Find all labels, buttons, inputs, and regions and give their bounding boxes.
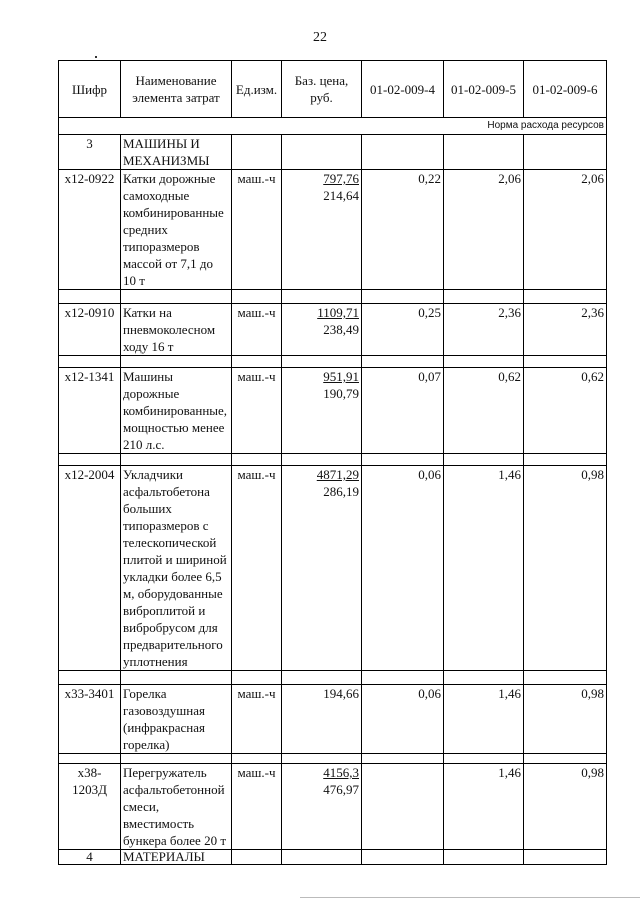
row-price (282, 466, 362, 671)
price-current: 1109,71 (317, 305, 359, 320)
price-base: 238,49 (323, 322, 359, 337)
empty-cell (524, 850, 607, 865)
row-gap (59, 671, 607, 685)
row-gap (59, 290, 607, 304)
row-v2: 1,46 (444, 764, 524, 850)
row-name: Горелка газовоздушная (инфракрасная горелка) (121, 685, 232, 754)
price-current: 951,91 (323, 369, 359, 384)
row-v3: 0,98 (524, 764, 607, 850)
row-name: Перегружатель асфальтобетонной смеси, вместимость бункера более 20 т (121, 764, 232, 850)
table-row (59, 685, 607, 754)
empty-cell (362, 135, 444, 170)
row-price (282, 170, 362, 290)
row-unit: маш.-ч (232, 368, 282, 454)
table-row (59, 368, 607, 454)
row-v2: 2,06 (444, 170, 524, 290)
row-v1: 0,25 (362, 304, 444, 356)
row-gap (59, 356, 607, 368)
row-unit: маш.-ч (232, 466, 282, 671)
price-base: 476,97 (323, 782, 359, 797)
row-code: х12-1341 (59, 368, 121, 454)
row-v3: 0,62 (524, 368, 607, 454)
row-price (282, 685, 362, 754)
cost-table (58, 60, 607, 865)
row-v1: 0,07 (362, 368, 444, 454)
row-gap (59, 754, 607, 764)
row-unit: маш.-ч (232, 764, 282, 850)
empty-cell (232, 135, 282, 170)
price-base: 214,64 (323, 188, 359, 203)
header-price: Баз. цена, руб. (282, 61, 362, 118)
empty-cell (282, 135, 362, 170)
section-3-title: МАШИНЫ И МЕХАНИЗМЫ (121, 135, 232, 170)
empty-cell (444, 850, 524, 865)
row-v2: 1,46 (444, 685, 524, 754)
row-v2: 2,36 (444, 304, 524, 356)
row-v3: 2,06 (524, 170, 607, 290)
section-4-title: МАТЕРИАЛЫ (121, 850, 232, 865)
section-4-code: 4 (59, 850, 121, 865)
row-unit: маш.-ч (232, 170, 282, 290)
row-code: х38-1203Д (59, 764, 121, 850)
row-price (282, 304, 362, 356)
empty-cell (232, 850, 282, 865)
page-number: 22 (313, 30, 327, 45)
price-current: 194,66 (323, 686, 359, 701)
row-v2: 0,62 (444, 368, 524, 454)
row-v3: 2,36 (524, 304, 607, 356)
empty-cell (362, 850, 444, 865)
price-base: 190,79 (323, 386, 359, 401)
table-row (59, 170, 607, 290)
header-name: Наименование элемента затрат (121, 61, 232, 118)
row-v1: 0,22 (362, 170, 444, 290)
row-name: Укладчики асфальтобетона больших типоразмеров с телескопической плитой и шириной укладки более 6,5 м, оборудованные виброплитой и вибробрусом для предварительного уплотнения (121, 466, 232, 671)
row-name: Катки дорожные самоходные комбинированные средних типоразмеров массой от 7,1 до 10 т (121, 170, 232, 290)
header-col2: 01-02-009-5 (444, 61, 524, 118)
norm-label: Норма расхода ресурсов (59, 118, 607, 135)
row-gap (59, 454, 607, 466)
row-v3: 0,98 (524, 466, 607, 671)
row-v1: 0,06 (362, 685, 444, 754)
row-v1 (362, 764, 444, 850)
norm-row (59, 118, 607, 135)
row-code: х12-0922 (59, 170, 121, 290)
header-code: Шифр (59, 61, 121, 118)
section-3-row (59, 135, 607, 170)
row-name: Катки на пневмоколесном ходу 16 т (121, 304, 232, 356)
row-price (282, 764, 362, 850)
row-v2: 1,46 (444, 466, 524, 671)
row-price (282, 368, 362, 454)
price-current: 4156,3 (323, 765, 359, 780)
table-row (59, 466, 607, 671)
table-row (59, 764, 607, 850)
page-edge-line (300, 897, 640, 898)
row-v3: 0,98 (524, 685, 607, 754)
row-unit: маш.-ч (232, 304, 282, 356)
row-v1: 0,06 (362, 466, 444, 671)
header-col3: 01-02-009-6 (524, 61, 607, 118)
header-unit: Ед.изм. (232, 61, 282, 118)
empty-cell (524, 135, 607, 170)
section-4-row (59, 850, 607, 865)
header-col1: 01-02-009-4 (362, 61, 444, 118)
empty-cell (444, 135, 524, 170)
table-row (59, 304, 607, 356)
price-current: 797,76 (323, 171, 359, 186)
price-base: 286,19 (323, 484, 359, 499)
scan-dot (95, 56, 97, 58)
empty-cell (282, 850, 362, 865)
price-current: 4871,29 (316, 467, 359, 482)
header-row (59, 61, 607, 118)
row-unit: маш.-ч (232, 685, 282, 754)
row-code: х12-0910 (59, 304, 121, 356)
row-code: х12-2004 (59, 466, 121, 671)
row-name: Машины дорожные комбинированные, мощностью менее 210 л.с. (121, 368, 232, 454)
row-code: х33-3401 (59, 685, 121, 754)
section-3-code: 3 (59, 135, 121, 170)
